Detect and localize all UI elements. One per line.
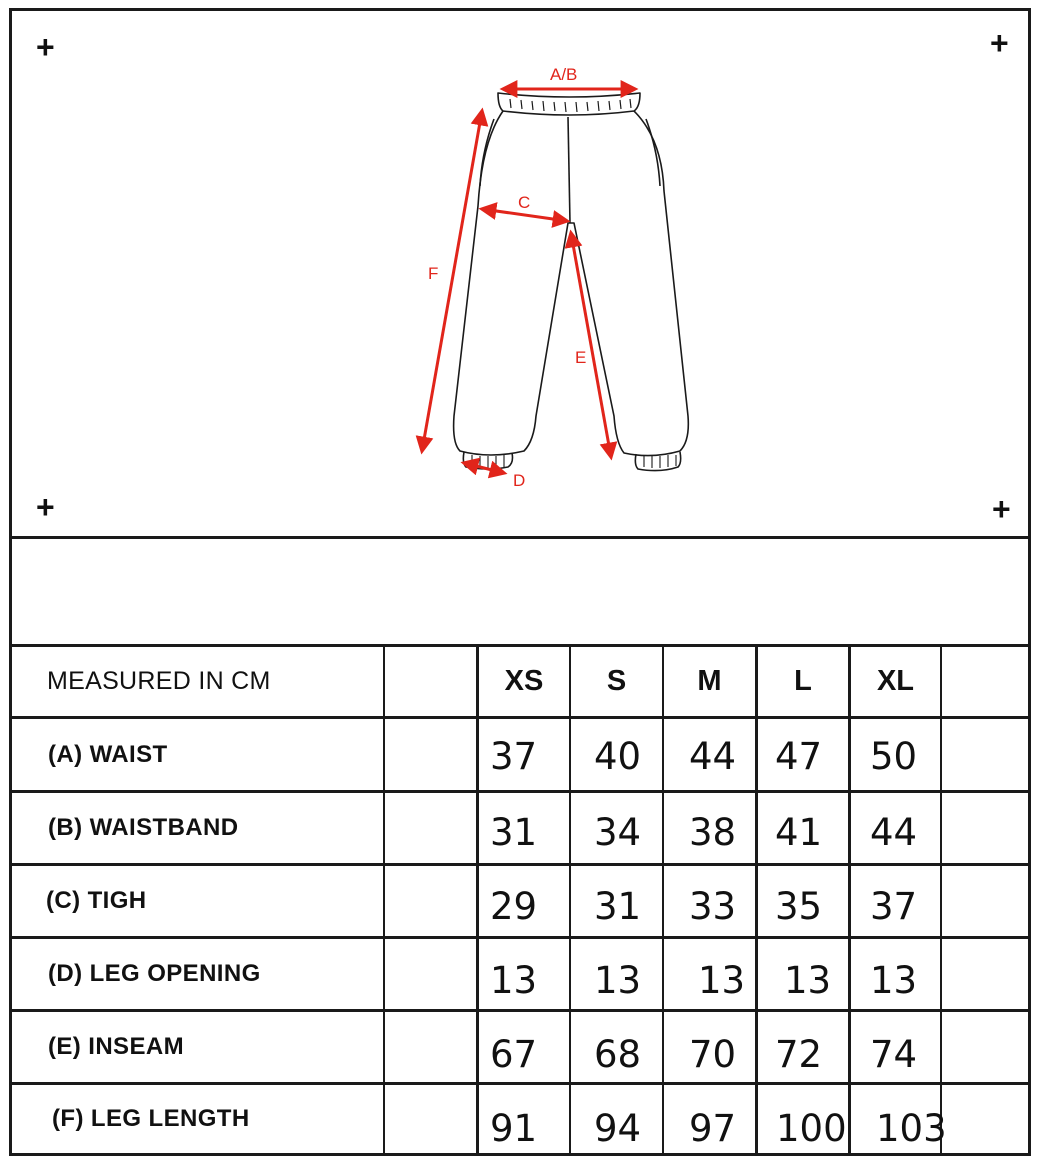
value-leg-length-l: 100 (776, 1106, 847, 1150)
value-waist-xl: 50 (870, 734, 918, 778)
crosshair-mark-bottom-left: + (36, 489, 55, 525)
row-label-leg-opening: (D) LEG OPENING (48, 960, 261, 987)
value-tigh-m: 33 (689, 884, 737, 928)
value-inseam-xl: 74 (870, 1032, 918, 1076)
value-inseam-m: 70 (689, 1032, 737, 1076)
col-divider-xs (476, 644, 479, 1153)
value-tigh-s: 31 (594, 884, 642, 928)
size-header-s: S (606, 665, 627, 697)
value-waistband-l: 41 (775, 810, 823, 854)
value-inseam-s: 68 (594, 1032, 642, 1076)
value-leg-length-m: 97 (689, 1106, 737, 1150)
diagram-divider (12, 536, 1028, 539)
crosshair-mark-top-right: + (990, 25, 1009, 61)
value-leg-length-xs: 91 (490, 1106, 538, 1150)
value-leg-length-xl: 103 (876, 1106, 947, 1150)
pants-outline (454, 93, 689, 471)
size-header-xl: XL (876, 665, 915, 697)
col-divider-label (383, 644, 385, 1153)
value-inseam-l: 72 (775, 1032, 823, 1076)
col-divider-s (569, 644, 571, 1153)
row-label-waist: (A) WAIST (48, 740, 168, 768)
value-tigh-xs: 29 (490, 884, 538, 928)
pants-diagram (12, 11, 1028, 538)
value-waist-s: 40 (594, 734, 642, 778)
value-waist-l: 47 (775, 734, 823, 778)
value-leg-length-s: 94 (594, 1106, 642, 1150)
value-waist-m: 44 (689, 734, 737, 778)
value-leg-opening-m: 13 (698, 958, 746, 1002)
pants-illustration (12, 11, 1028, 538)
label-ab: A/B (550, 65, 578, 84)
label-f: F (428, 264, 439, 283)
size-header-l: L (794, 665, 812, 697)
value-waistband-m: 38 (689, 810, 737, 854)
crosshair-mark-top-left: + (36, 29, 55, 65)
col-divider-end (940, 644, 942, 1153)
value-inseam-xs: 67 (490, 1032, 538, 1076)
col-divider-l (755, 644, 758, 1153)
size-header-m: M (697, 665, 722, 697)
row-label-leg-length: (F) LEG LENGTH (52, 1105, 250, 1132)
table-header-label: MEASURED IN CM (47, 667, 271, 695)
label-d: D (513, 471, 526, 490)
label-e: E (575, 348, 587, 367)
crosshair-mark-bottom-right: + (992, 491, 1011, 527)
label-c: C (518, 193, 531, 212)
row-label-inseam: (E) INSEAM (48, 1033, 184, 1060)
value-leg-opening-s: 13 (594, 958, 642, 1002)
row-label-waistband: (B) WAISTBAND (48, 814, 239, 841)
value-tigh-xl: 37 (870, 884, 918, 928)
row-label-tigh: (C) TIGH (46, 887, 147, 914)
size-header-xs: XS (504, 665, 544, 697)
value-waistband-xs: 31 (490, 810, 538, 854)
value-waist-xs: 37 (490, 734, 538, 778)
value-leg-opening-l: 13 (784, 958, 832, 1002)
value-waistband-s: 34 (594, 810, 642, 854)
value-leg-opening-xl: 13 (870, 958, 918, 1002)
value-tigh-l: 35 (775, 884, 823, 928)
value-leg-opening-xs: 13 (490, 958, 538, 1002)
col-divider-xl (848, 644, 851, 1153)
col-divider-m (662, 644, 664, 1153)
size-chart-frame (9, 8, 1031, 1156)
value-waistband-xl: 44 (870, 810, 918, 854)
